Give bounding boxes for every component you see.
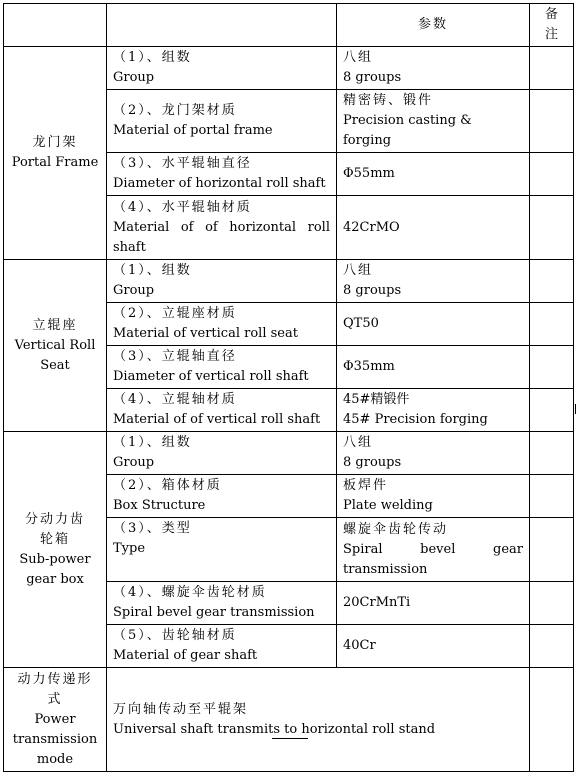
item-label-en: Diameter of horizontal roll shaft [113, 176, 326, 191]
header-item-cell [107, 4, 337, 47]
item-label-en: Material of of vertical roll shaft [113, 412, 321, 427]
header-param-label: 参数 [417, 17, 448, 32]
item-label-en: Material of portal frame [113, 123, 273, 138]
header-row [4, 4, 574, 47]
item-label-zh: （2）、箱体材质 [113, 478, 222, 493]
item-label-zh: （5）、齿轮轴材质 [113, 628, 237, 643]
item-label-zh: （4）、螺旋伞齿轮材质 [113, 585, 267, 600]
param-value-en: Precision casting & forging [343, 113, 472, 148]
item-cell [107, 196, 337, 260]
item-label-zh: （3）、水平辊轴直径 [113, 156, 252, 171]
param-cell [337, 90, 530, 153]
param-value-en: QT50 [343, 316, 379, 331]
item-label-en: Material of gear shaft [113, 648, 258, 663]
header-blank-cell [4, 4, 107, 47]
item-cell [107, 582, 337, 625]
note-cell [530, 668, 574, 772]
category-label-zh: 立辊座 [32, 317, 78, 333]
param-value-en: 8 groups [343, 283, 402, 298]
note-cell [530, 260, 574, 303]
item-label-en: Group [113, 455, 155, 470]
param-value-zh: 八组 [343, 50, 374, 65]
param-value-zh: 板焊件 [343, 478, 389, 493]
note-cell [530, 346, 574, 389]
item-label-zh: （1）、组数 [113, 50, 192, 65]
param-cell [337, 153, 530, 196]
item-label-en: Spiral bevel gear transmission [113, 605, 315, 620]
header-param-cell [337, 4, 530, 47]
item-cell [107, 475, 337, 518]
value-cell [107, 668, 530, 772]
category-label-en-cont2: mode [36, 751, 74, 767]
category-label-zh: 分动力齿 [24, 511, 85, 527]
note-cell [530, 389, 574, 432]
header-note-label: 备注 [544, 7, 558, 42]
item-label-zh: （1）、组数 [113, 435, 192, 450]
category-label-en: Portal Frame [11, 155, 99, 170]
param-value-zh: 45#精锻件 [343, 392, 410, 407]
table-row [4, 668, 574, 772]
item-cell [107, 389, 337, 432]
note-cell [530, 518, 574, 582]
category-label-en-cont: gear box [26, 571, 84, 587]
category-label-en: Power [34, 711, 76, 727]
note-cell [530, 47, 574, 90]
item-label-zh: （4）、立辊轴材质 [113, 392, 237, 407]
item-cell [107, 90, 337, 153]
item-cell [107, 432, 337, 475]
param-cell [337, 432, 530, 475]
category-label-zh: 龙门架 [32, 135, 78, 150]
item-cell [107, 346, 337, 389]
category-label-en-cont: Seat [40, 357, 70, 373]
item-label-en: Box Structure [113, 498, 206, 513]
category-label-zh: 动力传递形 [17, 671, 93, 687]
param-value-en: 8 groups [343, 70, 402, 85]
item-label-en: Type [113, 541, 146, 556]
param-value-en: Φ55mm [343, 166, 395, 181]
param-cell [337, 389, 530, 432]
param-value-en: Φ35mm [343, 359, 395, 374]
param-value-en: 20CrMnTi [343, 595, 411, 610]
bottom-mark [272, 738, 308, 744]
param-cell [337, 260, 530, 303]
param-value-en: Spiral bevel gear [343, 541, 523, 557]
note-cell [530, 475, 574, 518]
param-cell [337, 625, 530, 668]
note-cell [530, 196, 574, 260]
param-value-zh: 八组 [343, 435, 374, 450]
item-label-en: Material of of horizontal roll [113, 219, 330, 235]
item-label-zh: （2）、龙门架材质 [113, 103, 237, 118]
value-text-en: Universal shaft transmits to horizontal roll stand [113, 721, 436, 737]
param-value-en: 42CrMO [343, 219, 400, 235]
note-cell [530, 582, 574, 625]
param-value-en-cont: transmission [343, 561, 428, 577]
param-cell [337, 582, 530, 625]
param-value-zh: 精密铸、锻件 [343, 93, 434, 108]
category-label-zh-cont: 轮箱 [39, 531, 70, 547]
category-sub-power-gear-box [4, 432, 107, 668]
param-value-en: 40Cr [343, 638, 376, 653]
item-cell [107, 518, 337, 582]
note-cell [530, 303, 574, 346]
item-label-zh: （2）、立辊座材质 [113, 306, 237, 321]
item-label-en: Group [113, 283, 155, 298]
item-cell [107, 153, 337, 196]
note-cell [530, 153, 574, 196]
note-cell [530, 625, 574, 668]
item-label-en: Material of vertical roll seat [113, 326, 298, 341]
param-value-en: 45# Precision forging [343, 412, 488, 427]
value-text-zh: 万向轴传动至平辊架 [113, 701, 249, 717]
note-cell [530, 90, 574, 153]
table-row [4, 47, 574, 90]
param-value-zh: 螺旋伞齿轮传动 [343, 521, 449, 537]
margin-tick [575, 404, 576, 414]
param-cell [337, 346, 530, 389]
category-vertical-roll-seat [4, 260, 107, 432]
item-label-en: Diameter of vertical roll shaft [113, 369, 309, 384]
category-label-en: Sub-power [19, 551, 91, 567]
item-label-zh: （1）、组数 [113, 263, 192, 278]
category-label-en: Vertical Roll [14, 337, 96, 353]
param-cell [337, 475, 530, 518]
item-cell [107, 260, 337, 303]
category-label-en-cont: transmission [12, 731, 98, 747]
item-label-en: Group [113, 70, 155, 85]
category-portal-frame [4, 47, 107, 260]
param-value-zh: 八组 [343, 263, 374, 278]
category-power-transmission-mode [4, 668, 107, 772]
item-label-zh: （3）、立辊轴直径 [113, 349, 237, 364]
item-label-zh: （4）、水平辊轴材质 [113, 199, 252, 215]
item-cell [107, 47, 337, 90]
param-cell [337, 518, 530, 582]
param-cell [337, 47, 530, 90]
item-label-zh: （3）、类型 [113, 521, 192, 536]
header-note-cell [530, 4, 574, 47]
category-label-zh-cont: 式 [47, 691, 63, 707]
param-value-en: Plate welding [343, 498, 433, 513]
item-cell [107, 625, 337, 668]
param-value-en: 8 groups [343, 455, 402, 470]
table-row [4, 432, 574, 475]
param-cell [337, 196, 530, 260]
item-cell [107, 303, 337, 346]
note-cell [530, 432, 574, 475]
table-row [4, 260, 574, 303]
param-cell [337, 303, 530, 346]
item-label-en-cont: shaft [113, 239, 146, 255]
spec-table [3, 3, 574, 772]
